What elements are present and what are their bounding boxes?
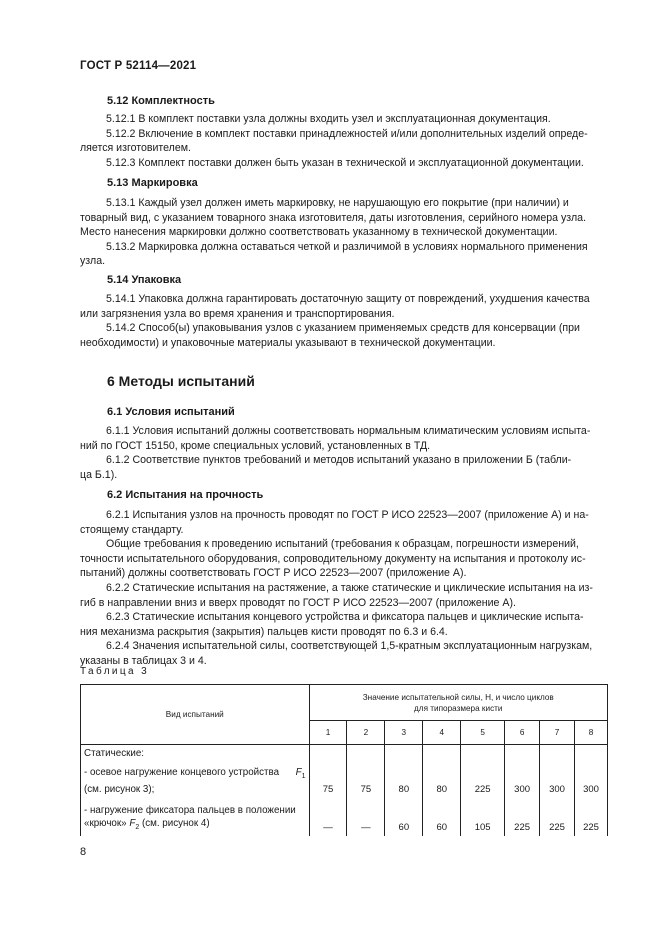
section-5-12-title: 5.12 Комплектность [107, 95, 215, 107]
row2-value: 225 [505, 798, 540, 836]
para-6-1-2-cont: ца Б.1). [80, 468, 118, 481]
row1-value: 80 [423, 745, 461, 798]
para-5-14-2: 5.14.2 Способ(ы) упаковывания узлов с указанием применяемых средств для консервации (при [106, 322, 580, 335]
para-6-1-1: 6.1.1 Условия испытаний должны соответствовать нормальным климатическим условиям испыта- [106, 425, 591, 437]
para-6-1-2: 6.1.2 Соответствие пунктов требований и методов испытаний указано в приложении Б (табли- [106, 454, 572, 467]
row2-symbol: $F_2$ [129, 818, 140, 831]
para-6-2-4-cont: указаны в таблицах 3 и 4. [80, 654, 207, 667]
section-5-12-body [80, 112, 595, 170]
row2-text: - нагружение фиксатора пальцев в положении [84, 805, 296, 816]
table-row [81, 798, 608, 836]
row2-value: 105 [461, 798, 505, 836]
size-header: 4 [423, 721, 461, 745]
table-3 [80, 684, 608, 836]
col-header-force-group [309, 685, 607, 721]
para-5-14-2-cont: необходимости) и упаковочные материалы указывают в технической документации. [80, 336, 496, 349]
para-6-2-3: 6.2.3 Статические испытания концевого устройства и фиксатора пальцев и циклические испыта- [106, 611, 584, 624]
row2-value: 60 [385, 798, 423, 836]
row2-value: 225 [575, 798, 608, 836]
col-header-force-line1: Значение испытательной силы, Н, и число циклов [362, 692, 554, 702]
row2-value: — [347, 798, 385, 836]
row-static-label: Статические: [84, 748, 145, 759]
col-header-kind: Вид испытаний [81, 685, 310, 745]
row2-label-cell [81, 798, 310, 836]
para-5-13-2-cont: узла. [80, 255, 106, 268]
document-header: ГОСТ Р 52114—2021 [80, 60, 197, 72]
row1-value: 75 [309, 745, 347, 798]
col-header-force-line2: для типоразмера кисти [414, 703, 503, 713]
para-5-13-1-cont2: Место нанесения маркировки должно соответствовать указанному в технической документации. [80, 226, 558, 239]
page-number: 8 [80, 846, 87, 858]
para-6-2-1-general-cont: точности испытательного оборудования, сопроводительному документу на испытания и протоколу ис- [80, 552, 586, 565]
para-6-2-2-cont: гиб в направлении вниз и вверх проводят по ГОСТ Р ИСО 22523—2007 (приложение А). [80, 596, 516, 609]
para-5-13-1: 5.13.1 Каждый узел должен иметь маркировку, не нарушающую его покрытие (при наличии) и [106, 197, 569, 209]
section-6-title: 6 Методы испытаний [107, 373, 255, 389]
row1-value: 300 [540, 745, 575, 798]
row1-label-cell [81, 745, 310, 798]
section-6-1-title: 6.1 Условия испытаний [107, 406, 235, 418]
para-5-12-2: 5.12.2 Включение в комплект поставки принадлежностей и/или дополнительных изделий опреде- [106, 127, 588, 140]
para-5-14-1-cont: или загрязнения узла во время хранения и транспортирования. [80, 307, 395, 320]
para-6-1-1-cont: ний по ГОСТ 15150, кроме специальных условий, установленных в ТД. [80, 439, 431, 452]
para-5-13-1-cont: товарный вид, с указанием товарного знака изготовителя, даты изготовления, серийного номера узла. [80, 211, 587, 224]
section-5-14-body [80, 292, 595, 350]
size-header: 1 [309, 721, 347, 745]
section-6-2-title: 6.2 Испытания на прочность [107, 489, 264, 501]
row1-text: - осевое нагружение концевого устройства [84, 767, 280, 778]
para-6-2-1-general-cont2: пытаний) должны соответствовать ГОСТ Р ИСО 22523—2007 (приложение А). [80, 567, 467, 580]
para-6-2-1: 6.2.1 Испытания узлов на прочность проводят по ГОСТ Р ИСО 22523—2007 (приложение А) и на- [106, 509, 589, 521]
para-6-2-1-cont: стоящему стандарту. [80, 523, 184, 536]
para-6-2-4: 6.2.4 Значения испытательной силы, соответствующей 1,5-кратным эксплуатационным нагрузкам, [106, 640, 593, 653]
size-header: 2 [347, 721, 385, 745]
row1-value: 75 [347, 745, 385, 798]
row1-value: 225 [461, 745, 505, 798]
row2-text-cont2: (см. рисунок 4) [141, 818, 210, 829]
para-5-12-2-cont: ляется изготовителем. [80, 142, 191, 155]
para-6-2-2: 6.2.2 Статические испытания на растяжение, а также статические и циклические испытания на из- [106, 581, 593, 594]
section-5-14-title: 5.14 Упаковка [107, 274, 182, 286]
row1-symbol: $F_1$ [295, 767, 306, 780]
table-row [81, 745, 608, 798]
size-header: 8 [575, 721, 608, 745]
row2-line2 [84, 817, 306, 834]
section-5-13-body [80, 196, 595, 269]
size-header: 3 [385, 721, 423, 745]
row1-value: 300 [505, 745, 540, 798]
row2-value: 60 [423, 798, 461, 836]
row2-text-cont: «крючок» [84, 818, 127, 829]
row1-line1 [84, 766, 306, 783]
size-header: 5 [461, 721, 505, 745]
section-6-1-body [80, 424, 595, 482]
para-6-2-1-general: Общие требования к проведению испытаний (требования к образцам, погрешности измерений, [106, 538, 579, 551]
row1-value: 80 [385, 745, 423, 798]
size-header: 6 [505, 721, 540, 745]
para-6-2-3-cont: ния механизма раскрытия (закрытия) пальцев кисти проводят по 6.3 и 6.4. [80, 625, 448, 638]
table-caption: Таблица 3 [80, 666, 150, 677]
size-header: 7 [540, 721, 575, 745]
row2-value: — [309, 798, 347, 836]
para-5-14-1: 5.14.1 Упаковка должна гарантировать достаточную защиту от повреждений, ухудшения качества [106, 293, 590, 305]
row2-value: 225 [540, 798, 575, 836]
section-6-2-body [80, 508, 595, 669]
row1-text-cont: (см. рисунок 3); [84, 783, 155, 795]
para-5-12-3: 5.12.3 Комплект поставки должен быть указан в технической и эксплуатационной документации. [106, 156, 584, 169]
row1-value: 300 [575, 745, 608, 798]
section-5-13-title: 5.13 Маркировка [107, 177, 198, 189]
para-5-13-2: 5.13.2 Маркировка должна оставаться четкой и различимой в условиях нормального применения [106, 240, 588, 253]
para-5-12-1: 5.12.1 В комплект поставки узла должны входить узел и эксплуатационная документация. [106, 113, 551, 125]
